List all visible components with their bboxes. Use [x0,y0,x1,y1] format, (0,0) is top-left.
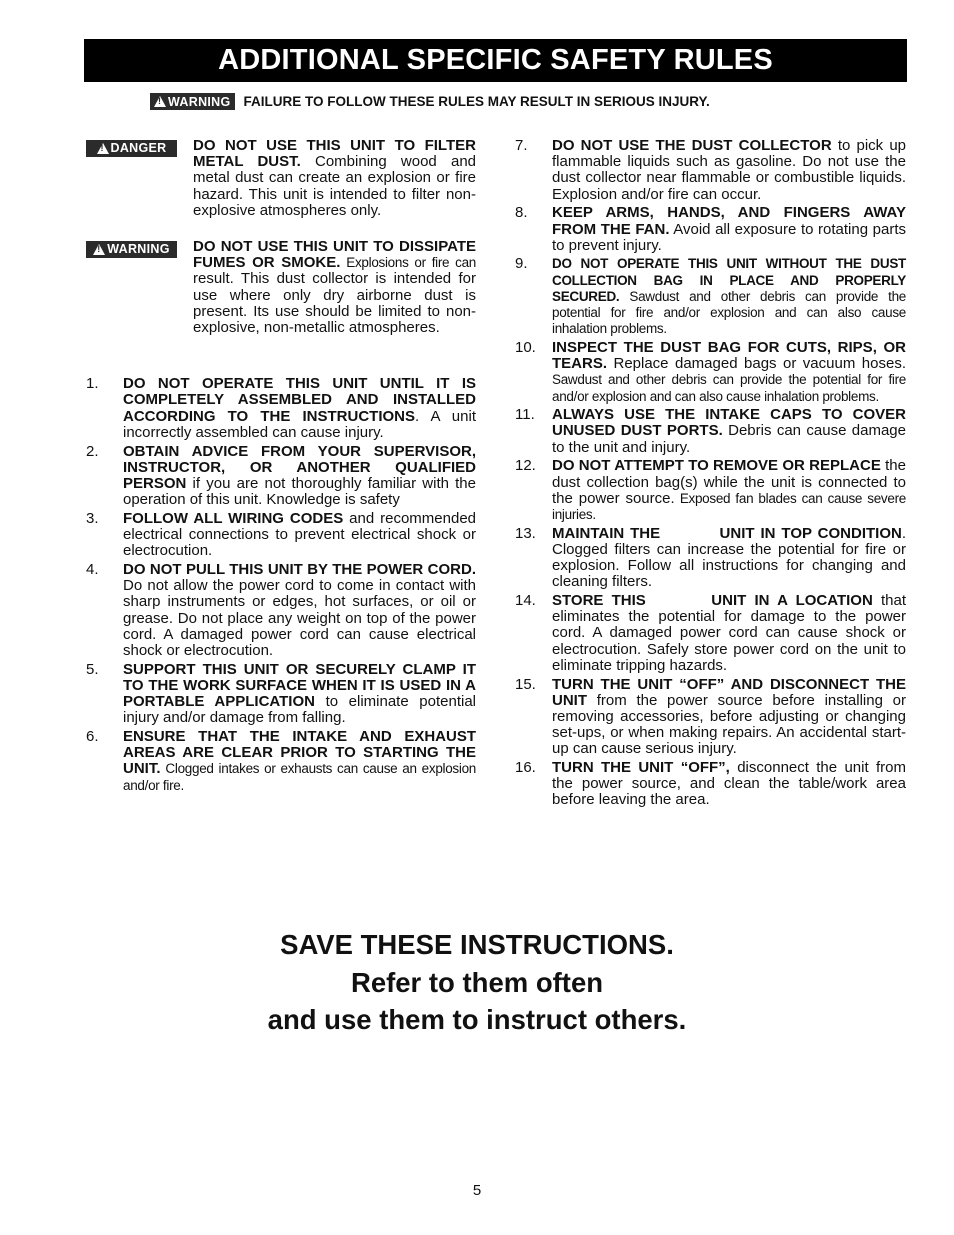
item-text [123,376,476,441]
item-text [123,511,476,560]
list-item [86,662,476,727]
item-number: 6. [86,728,99,745]
item-number: 13. [515,524,536,542]
item-bold: OBTAIN ADVICE FROM YOUR SUPERVISOR, INSTRUCTOR, OR ANOTHER QUALIFIED PERSON [123,442,476,492]
item-bold: FOLLOW ALL WIRING CODES [123,509,344,527]
item-text [552,340,906,405]
danger-alert-body [193,138,476,219]
item-body: . Clogged filters can increase the potential for fire or explosion. Follow all instructions for changing and cleaning filters. [552,524,906,591]
item-number: 9. [515,255,528,273]
item-text [552,677,906,758]
item-body: to eliminate potential injury and/or damage from falling. [123,693,476,727]
item-text [552,138,906,203]
warning-badge [150,93,235,110]
item-bold: MAINTAIN THE UNIT IN TOP CONDITION [552,524,902,542]
warning-alert [86,239,476,336]
list-item [515,256,906,337]
item-bold: DO NOT ATTEMPT TO REMOVE OR REPLACE [552,457,881,475]
list-item [86,562,476,659]
item-number: 12. [515,457,536,475]
item-number: 5. [86,660,99,678]
item-body: and recommended electrical connections to prevent electrical shock or electrocution. [123,509,476,560]
footer-line-3: and use them to instruct others. [267,1004,687,1035]
danger-triangle-icon [97,143,109,154]
top-warning [150,92,710,111]
item-text [552,205,906,254]
item-number: 3. [86,509,99,527]
item-body: Avoid all exposure to rotating parts to prevent injury. [552,220,906,254]
item-bold: TURN THE UNIT “OFF” AND DISCONNECT THE UNIT [552,675,906,709]
item-small: Sawdust and other debris can provide the potential for fire and/or explosion and can also cause inhalation problems. [552,288,906,337]
item-text [552,256,906,337]
danger-alert [86,138,476,219]
warning-triangle-icon [93,244,105,255]
list-item [515,458,906,523]
item-body: if you are not thoroughly familiar with the operation of this unit. Knowledge is safety [123,474,476,509]
item-body: from the power source before installing or removing accessories, before adjusting or changing set-ups, or when making repairs. An accidental start-up can cause serious injury. [552,691,906,758]
item-body: that eliminates the potential for damage to the power cord. A damaged power cord can cause shock or electrocution. Safely store power cord on the unit to eliminate tripping hazards. [552,591,906,674]
warning-badge-2 [86,241,177,258]
danger-alert-bold: DO NOT USE THIS UNIT TO FILTER METAL DUST. [193,137,476,171]
top-warning-text: FAILURE TO FOLLOW THESE RULES MAY RESULT IN SERIOUS INJURY. [243,94,710,109]
item-body: Do not allow the power cord to come in contact with sharp instruments or edges, hot surfaces, or oil or grease. Do not place any weight on top of the power cord. A damaged power cord can cause electrical shock or electrocution. [123,577,476,659]
item-number: 2. [86,442,99,460]
warning-badge-label: WARNING [168,94,231,109]
item-bold: DO NOT OPERATE THIS UNIT WITHOUT THE DUST COLLECTION BAG IN PLACE AND PROPERLY SECURED. [552,256,906,304]
danger-badge [86,140,177,157]
item-number: 16. [515,759,536,777]
list-item [515,593,906,674]
item-text [552,458,906,523]
item-text [123,562,476,659]
danger-alert-text: Combining wood and metal dust can create an explosion or fire hazard. This unit is intended to filter non-explosive atmospheres only. [193,153,476,219]
item-text [123,729,476,794]
list-item [515,526,906,591]
warning-alert-body [193,239,476,336]
warning-alert-text: Explosions or fire can [340,255,476,271]
item-body: . A unit incorrectly assembled can cause injury. [123,407,476,441]
section-title: ADDITIONAL SPECIFIC SAFETY RULES [84,39,907,82]
item-text [123,662,476,727]
danger-badge-label: DANGER [110,141,167,156]
list-item [515,677,906,758]
item-bold: INSPECT THE DUST BAG FOR CUTS, RIPS, OR TEARS. [552,338,906,373]
item-small: Exposed fan blades can cause severe injuries. [552,490,906,522]
left-column [86,138,476,796]
item-text [552,526,906,591]
warning-badge-label: WARNING [107,242,170,257]
footer-line-1-text: SAVE THESE INSTRUCTIONS [280,929,667,960]
warning-alert-bold: DO NOT USE THIS UNIT TO DISSIPATE FUMES OR SMOKE. [193,238,476,272]
list-item [515,407,906,456]
item-number: 10. [515,338,536,356]
item-bold: KEEP ARMS, HANDS, AND FINGERS AWAY FROM THE FAN. [552,204,906,238]
item-bold: TURN THE UNIT “OFF”, [552,759,730,777]
page-number: 5 [472,1182,482,1199]
footer-line-2: Refer to them often [350,966,604,998]
right-column [515,138,906,811]
item-body: disconnect the unit from the power source, and clean the table/work area before leaving the area. [552,759,906,809]
warning-triangle-icon [154,96,166,107]
list-item [515,138,906,203]
footer-line-1 [0,926,954,964]
item-number: 7. [515,137,528,154]
item-bold: SUPPORT THIS UNIT OR SECURELY CLAMP IT TO THE WORK SURFACE WHEN IT IS USED IN A PORTABLE APPLICATION [123,660,476,711]
item-bold: DO NOT OPERATE THIS UNIT UNTIL IT IS COMPLETELY ASSEMBLED AND INSTALLED ACCORDING TO THE INSTRUCTIONS [123,375,476,425]
item-body: to pick up flammable liquids such as gasoline. Do not use the dust collector near flammable or combustible liquids. Explosion and/or fire can occur. [552,137,907,203]
item-bold: DO NOT USE THE DUST COLLECTOR [552,137,832,154]
item-number: 8. [515,204,528,222]
warning-alert-text-2: result. This dust collector is intended for use where only dry airborne dust is present. Its use should be limited to non-explosive, non-metallic atmospheres. [193,270,476,337]
item-bold: ENSURE THAT THE INTAKE AND EXHAUST AREAS ARE CLEAR PRIOR TO STARTING THE UNIT. [123,728,476,778]
list-item [86,444,476,509]
item-body: Debris can cause damage to the unit and injury. [552,422,906,456]
item-text [123,444,476,509]
item-number: 4. [86,560,99,578]
item-text [552,760,906,809]
item-body: the dust collection bag(s) while the unit is connected to the power source. [552,457,906,507]
item-number: 15. [515,675,536,693]
footer-line-1-punct: . [666,929,674,960]
item-number: 1. [86,375,99,393]
item-text [552,407,906,456]
list-item [515,340,906,405]
list-item [86,729,476,794]
save-instructions [0,926,954,1039]
list-item [86,376,476,441]
item-number: 14. [515,591,536,609]
list-item [86,511,476,560]
list-item [515,760,906,809]
item-body: Replace damaged bags or vacuum hoses. [607,355,906,373]
item-bold: DO NOT PULL THIS UNIT BY THE POWER CORD. [123,560,476,578]
item-small: Sawdust and other debris can provide the potential for fire and/or explosion and can also cause inhalation problems. [552,372,906,404]
list-item [515,205,906,254]
item-small: Clogged intakes or exhausts can cause an explosion and/or fire. [123,761,476,793]
item-number: 11. [515,406,535,424]
item-text [552,593,906,674]
left-rules-list [86,376,476,794]
item-bold: ALWAYS USE THE INTAKE CAPS TO COVER UNUSED DUST PORTS. [552,406,906,440]
item-bold: STORE THIS UNIT IN A LOCATION [552,591,873,609]
